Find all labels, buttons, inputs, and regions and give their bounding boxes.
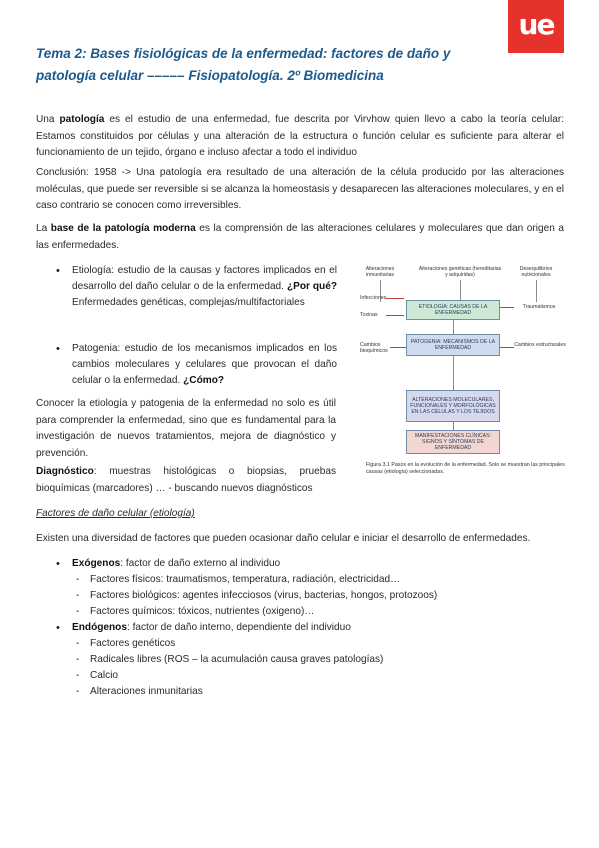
bullet-dot: • xyxy=(56,622,60,634)
dash: - xyxy=(76,590,80,601)
exogenos-item-3: Factores químicos: tóxicos, nutrientes (oxigeno)… xyxy=(90,606,315,617)
exogenos-bold: Exógenos xyxy=(72,558,121,569)
bullet-patogenia-bold: ¿Cómo? xyxy=(183,375,225,386)
bullet-etiologia-bold: ¿Por qué? xyxy=(286,281,337,292)
fig-label-infecciones: Infecciones xyxy=(360,295,387,301)
intro-post: es el estudio de una enfermedad, fue descrita por Virvhow quien llevo a cabo la teoría celular: Estamos constituidos por células y una alteración de la estructura o función celular es suficiente para alterar el funcionamiento de un tejido, órgano e incluso afectar a todo el individuo xyxy=(36,114,564,158)
fig-label-bioquimicos: Cambios bioquímicos xyxy=(360,342,388,354)
endogenos-post: : factor de daño interno, dependiente del individuo xyxy=(126,622,351,633)
bullet-endogenos xyxy=(72,620,532,636)
exogenos-post: : factor de daño externo al individuo xyxy=(120,558,281,569)
dash: - xyxy=(76,670,80,681)
intro-bold: patología xyxy=(59,114,105,125)
fig-label-inmunitarias: Alteraciones inmunitarias xyxy=(365,266,395,278)
fig-label-toxinas: Toxinas xyxy=(360,312,378,318)
factores-intro: Existen una diversidad de factores que pueden ocasionar daño celular e iniciar el desarrollo de enfermedades. xyxy=(36,533,531,544)
exogenos-item-1: Factores físicos: traumatismos, temperatura, radiación, electricidad… xyxy=(90,574,401,585)
endogenos-item-1: Factores genéticos xyxy=(90,638,176,649)
diagnostico-paragraph xyxy=(36,464,336,497)
fig-box-alteraciones: ALTERACIONES MOLECULARES, FUNCIONALES Y MORFOLÓGICAS EN LAS CÉLULAS Y LOS TEJIDOS xyxy=(406,390,500,422)
bullet-dot: • xyxy=(56,558,60,570)
base-paragraph xyxy=(36,221,564,254)
fig-connector xyxy=(453,356,454,390)
base-bold: base de la patología moderna xyxy=(50,223,196,234)
bullet-patogenia xyxy=(72,341,337,389)
endogenos-item-2: Radicales libres (ROS – la acumulación causa graves patologías) xyxy=(90,654,384,665)
title-line-1: Tema 2: Bases fisiológicas de la enfermedad: factores de daño y xyxy=(36,46,451,61)
bullet-dot: • xyxy=(56,265,60,277)
exogenos-item-2: Factores biológicos: agentes infecciosos (virus, bacterias, hongos, protozoos) xyxy=(90,590,438,601)
bullet-etiologia xyxy=(72,263,337,311)
fig-arrow xyxy=(390,347,406,348)
bullet-etiologia-pre: Etiología: estudio de la causas y factores implicados en el desarrollo del daño celular o de la enfermedad. xyxy=(72,265,337,292)
fig-arrow xyxy=(500,307,514,308)
fig-label-nutricionales: Desequilibrios nutricionales xyxy=(519,266,553,278)
fig-connector xyxy=(453,320,454,334)
dash: - xyxy=(76,606,80,617)
endogenos-item-4: Alteraciones inmunitarias xyxy=(90,686,203,697)
intro-paragraph xyxy=(36,112,564,162)
fig-arrow xyxy=(386,298,404,299)
dash: - xyxy=(76,574,80,585)
conclusion-paragraph: Conclusión: 1958 -> Una patología era resultado de una alteración de la célula producido por las alteraciones moléculas, que puede ser reversible si se alcanza la homeostasis y desaparecen las alteraciones moleculares, y en el caso contrario se conocen como irreversibles. xyxy=(36,167,564,211)
fig-label-geneticas: Alteraciones genéticas (hereditarias y adquiridas) xyxy=(418,266,502,278)
intro-pre: Una xyxy=(36,114,60,125)
base-pre: La xyxy=(36,223,51,234)
fig-label-estructurales: Cambios estructurales xyxy=(514,342,566,348)
fig-box-etiologia: ETIOLOGÍA: CAUSAS DE LA ENFERMEDAD xyxy=(406,300,500,320)
dash: - xyxy=(76,686,80,697)
fig-connector xyxy=(453,422,454,430)
document-title xyxy=(36,43,486,87)
fig-arrow xyxy=(500,347,514,348)
endogenos-bold: Endógenos xyxy=(72,622,127,633)
bullet-exogenos xyxy=(72,556,532,572)
fig-connector xyxy=(536,280,537,302)
dash: - xyxy=(76,654,80,665)
bullet-etiologia-post: Enfermedades genéticas, complejas/multifactoriales xyxy=(72,297,305,308)
ue-logo: ue xyxy=(508,0,564,53)
fig-label-traumatismos: Traumatismos xyxy=(522,304,556,310)
endogenos-item-3: Calcio xyxy=(90,670,119,681)
fig-arrow xyxy=(386,315,404,316)
fig-box-patogenia: PATOGENIA: MECANISMOS DE LA ENFERMEDAD xyxy=(406,334,500,356)
fig-box-manifestaciones: MANIFESTACIONES CLÍNICAS: SIGNOS Y SÍNTOMAS DE ENFERMEDAD xyxy=(406,430,500,454)
etiologia-paragraph: Conocer la etiología y patogenia de la enfermedad no solo es útil para comprender la enfermedad, sino que es fundamental para la investigación de nuevos tratamientos, mejora de diagnóstico y prevención. xyxy=(36,398,336,459)
bullet-dot: • xyxy=(56,343,60,355)
base-post: es la comprensión de las alteraciones celulares y moleculares que dan origen a las enfermedades. xyxy=(36,223,564,251)
diagnostico-bold: Diagnóstico xyxy=(36,466,94,477)
dash: - xyxy=(76,638,80,649)
diagnostico-post: : muestras histológicas o biopsias, pruebas bioquímicas (marcadores) … - buscando nuevos diagnósticos xyxy=(36,466,336,494)
bullet-patogenia-pre: Patogenia: estudio de los mecanismos implicados en los cambios moleculares y celulares que provocan el daño celular o la enfermedad. xyxy=(72,343,337,386)
fig-connector xyxy=(460,280,461,300)
fig-caption: Figura 3.1 Pasos en la evolución de la enfermedad. Solo se muestran las principales causas (etiología) seleccionadas. xyxy=(366,462,565,475)
disease-evolution-figure xyxy=(360,262,570,496)
subheading-factores: Factores de daño celular (etiología) xyxy=(36,508,195,519)
title-line-2: patología celular ––––– Fisiopatología. 2º Biomedicina xyxy=(36,68,384,83)
